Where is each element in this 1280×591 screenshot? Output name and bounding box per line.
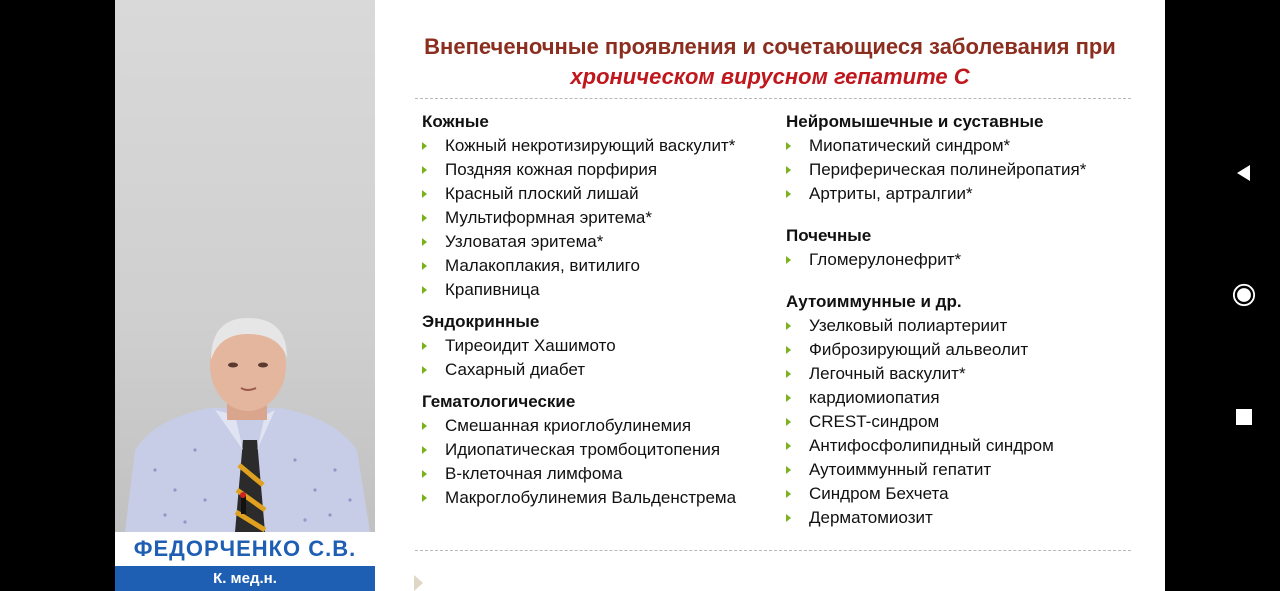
list-item: Антифосфолипидный синдром — [786, 434, 1156, 458]
triangle-bullet-icon — [422, 182, 432, 206]
section-title-renal: Почечные — [786, 226, 872, 245]
list-item: кардиомиопатия — [786, 386, 1156, 410]
triangle-bullet-icon — [422, 134, 432, 158]
triangle-bullet-icon — [786, 248, 796, 272]
system-navigation-bar — [1165, 0, 1280, 591]
list-item: Дерматомиозит — [786, 506, 1156, 530]
triangle-bullet-icon — [786, 362, 796, 386]
list-item: Узелковый полиартериит — [786, 314, 1156, 338]
triangle-left-icon — [1234, 163, 1254, 183]
section-list-autoimmune — [786, 314, 1156, 530]
triangle-bullet-icon — [786, 134, 796, 158]
circle-home-icon — [1232, 282, 1256, 308]
list-item: Гломерулонефрит* — [786, 248, 1156, 272]
triangle-bullet-icon — [422, 414, 432, 438]
list-item: Кожный некротизирующий васкулит* — [422, 134, 782, 158]
list-item: Смешанная криоглобулинемия — [422, 414, 782, 438]
slide-title-line2: хроническом вирусном гепатите С — [570, 64, 970, 89]
triangle-bullet-icon — [786, 458, 796, 482]
section-list-renal — [786, 248, 1156, 272]
list-item: CREST-синдром — [786, 410, 1156, 434]
section-title-neuromuscular: Нейромышечные и суставные — [786, 112, 1044, 131]
list-item: Поздняя кожная порфирия — [422, 158, 782, 182]
home-button[interactable] — [1232, 283, 1256, 307]
section-list-endocrine — [422, 334, 782, 382]
list-item: Красный плоский лишай — [422, 182, 782, 206]
triangle-bullet-icon — [786, 386, 796, 410]
triangle-bullet-icon — [422, 278, 432, 302]
list-item: Узловатая эритема* — [422, 230, 782, 254]
slide-title-line1: Внепеченочные проявления и сочетающиеся заболевания при — [424, 34, 1116, 59]
triangle-bullet-icon — [786, 410, 796, 434]
speaker-degree: К. мед.н. — [213, 570, 277, 587]
speaker-name-plate — [115, 532, 375, 566]
triangle-bullet-icon — [786, 314, 796, 338]
triangle-bullet-icon — [422, 206, 432, 230]
section-list-skin — [422, 134, 782, 302]
section-list-hematologic — [422, 414, 782, 510]
triangle-bullet-icon — [786, 482, 796, 506]
square-recent-icon — [1234, 407, 1254, 427]
section-list-neuromuscular — [786, 134, 1156, 206]
triangle-bullet-icon — [422, 486, 432, 510]
list-item: Тиреоидит Хашимото — [422, 334, 782, 358]
triangle-bullet-icon — [422, 334, 432, 358]
triangle-bullet-icon — [786, 506, 796, 530]
back-button[interactable] — [1232, 161, 1256, 185]
triangle-bullet-icon — [786, 434, 796, 458]
list-item: Аутоиммунный гепатит — [786, 458, 1156, 482]
section-title-skin: Кожные — [422, 112, 489, 131]
list-item: Артриты, артралгии* — [786, 182, 1156, 206]
right-column — [786, 110, 1156, 538]
triangle-bullet-icon — [786, 338, 796, 362]
list-item: Легочный васкулит* — [786, 362, 1156, 386]
triangle-bullet-icon — [422, 158, 432, 182]
left-column — [422, 110, 782, 518]
list-item: В-клеточная лимфома — [422, 462, 782, 486]
triangle-bullet-icon — [786, 182, 796, 206]
list-item: Синдром Бехчета — [786, 482, 1156, 506]
section-title-autoimmune: Аутоиммунные и др. — [786, 292, 962, 311]
bottom-divider — [415, 550, 1131, 551]
recent-apps-button[interactable] — [1232, 405, 1256, 429]
list-item: Фиброзирующий альвеолит — [786, 338, 1156, 362]
speaker-name: ФЕДОРЧЕНКО С.В. — [133, 536, 357, 561]
triangle-bullet-icon — [422, 462, 432, 486]
presentation-slide — [375, 0, 1165, 591]
list-item: Макроглобулинемия Вальденстрема — [422, 486, 782, 510]
triangle-bullet-icon — [422, 358, 432, 382]
speaker-video — [115, 0, 375, 591]
list-item: Периферическая полинейропатия* — [786, 158, 1156, 182]
list-item: Мультиформная эритема* — [422, 206, 782, 230]
list-item: Крапивница — [422, 278, 782, 302]
slide-title — [375, 32, 1165, 92]
section-title-hematologic: Гематологические — [422, 392, 576, 411]
list-item: Миопатический синдром* — [786, 134, 1156, 158]
list-item: Малакоплакия, витилиго — [422, 254, 782, 278]
triangle-bullet-icon — [422, 438, 432, 462]
section-title-endocrine: Эндокринные — [422, 312, 540, 331]
slide-next-arrow-icon[interactable] — [414, 575, 423, 591]
speaker-image — [115, 300, 375, 532]
speaker-degree-plate — [115, 566, 375, 591]
list-item: Сахарный диабет — [422, 358, 782, 382]
triangle-bullet-icon — [786, 158, 796, 182]
top-divider — [415, 98, 1131, 99]
list-item: Идиопатическая тромбоцитопения — [422, 438, 782, 462]
triangle-bullet-icon — [422, 230, 432, 254]
triangle-bullet-icon — [422, 254, 432, 278]
